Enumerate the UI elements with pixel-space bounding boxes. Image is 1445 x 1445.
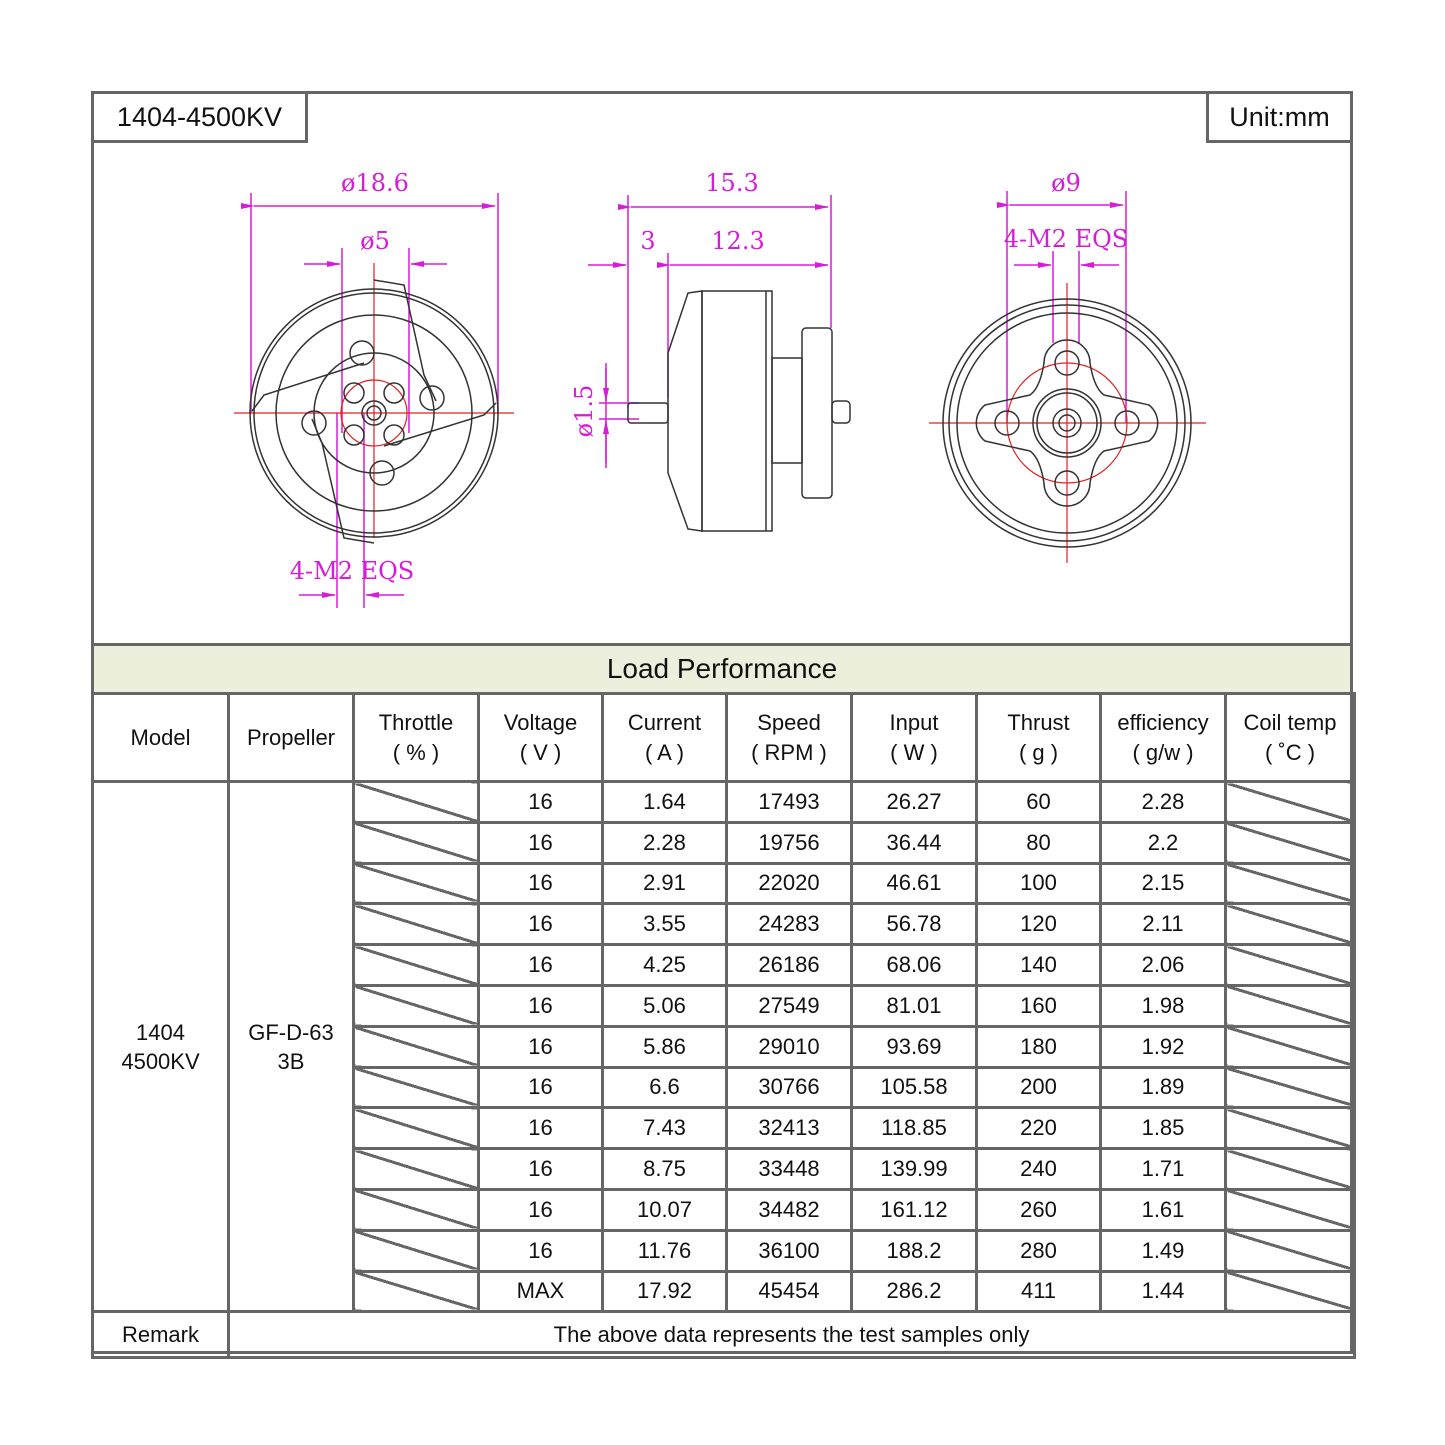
table-header-row (93, 694, 1355, 782)
coil-temp-empty-cell (1226, 863, 1355, 904)
speed-cell: 24283 (727, 904, 852, 945)
front-mount-holes: 4-M2 EQS (289, 557, 415, 585)
rear-mount-holes: 4-M2 EQS (1003, 225, 1129, 253)
current-cell: 6.6 (603, 1067, 727, 1108)
side-total-length: 15.3 (705, 169, 759, 197)
header-label: Input (889, 709, 939, 735)
efficiency-cell: 1.92 (1101, 1026, 1226, 1067)
remark-text: The above data represents the test samples only (229, 1312, 1355, 1358)
load-performance-table (91, 692, 1356, 1359)
speed-cell: 29010 (727, 1026, 852, 1067)
current-cell: 8.75 (603, 1149, 727, 1190)
input-cell: 188.2 (852, 1230, 977, 1271)
voltage-cell: 16 (479, 945, 603, 986)
coil-temp-empty-cell (1226, 1271, 1355, 1312)
header-label: Model (130, 724, 191, 750)
current-cell: 17.92 (603, 1271, 727, 1312)
model-line2: 4500KV (121, 1048, 200, 1074)
model-cell (93, 782, 229, 1312)
voltage-cell: 16 (479, 1026, 603, 1067)
voltage-cell: 16 (479, 1067, 603, 1108)
header-label: Coil temp (1243, 709, 1337, 735)
input-cell: 118.85 (852, 1108, 977, 1149)
coil-temp-empty-cell (1226, 945, 1355, 986)
efficiency-cell: 1.85 (1101, 1108, 1226, 1149)
side-shaft-length: 3 (640, 227, 656, 255)
rear-hole-spacing: ø9 (1051, 169, 1081, 197)
coil-temp-empty-cell (1226, 985, 1355, 1026)
header-label: Voltage (503, 709, 578, 735)
header-voltage (479, 694, 603, 782)
input-cell: 286.2 (852, 1271, 977, 1312)
coil-temp-empty-cell (1226, 1189, 1355, 1230)
header-thrust (977, 694, 1101, 782)
front-outer-diameter: ø18.6 (341, 169, 409, 197)
throttle-empty-cell (354, 822, 479, 863)
efficiency-cell: 2.11 (1101, 904, 1226, 945)
coil-temp-empty-cell (1226, 1149, 1355, 1190)
header-unit: ( ˚C ) (1264, 739, 1316, 765)
front-inner-diameter: ø5 (360, 227, 390, 255)
header-label: Propeller (246, 724, 336, 750)
thrust-cell: 200 (977, 1067, 1101, 1108)
speed-cell: 32413 (727, 1108, 852, 1149)
current-cell: 3.55 (603, 904, 727, 945)
speed-cell: 36100 (727, 1230, 852, 1271)
voltage-cell: 16 (479, 863, 603, 904)
current-cell: 4.25 (603, 945, 727, 986)
input-cell: 81.01 (852, 985, 977, 1026)
header-unit: ( g ) (1018, 739, 1059, 765)
propeller-cell (229, 782, 354, 1312)
thrust-cell: 411 (977, 1271, 1101, 1312)
speed-cell: 26186 (727, 945, 852, 986)
throttle-empty-cell (354, 1149, 479, 1190)
section-title-text: Load Performance (606, 653, 838, 684)
efficiency-cell: 1.49 (1101, 1230, 1226, 1271)
efficiency-cell: 2.2 (1101, 822, 1226, 863)
input-cell: 105.58 (852, 1067, 977, 1108)
voltage-cell: 16 (479, 1149, 603, 1190)
throttle-empty-cell (354, 1108, 479, 1149)
technical-drawing (94, 143, 1350, 643)
speed-cell: 27549 (727, 985, 852, 1026)
header-speed (727, 694, 852, 782)
input-cell: 161.12 (852, 1189, 977, 1230)
speed-cell: 34482 (727, 1189, 852, 1230)
speed-cell: 33448 (727, 1149, 852, 1190)
thrust-cell: 100 (977, 863, 1101, 904)
thrust-cell: 280 (977, 1230, 1101, 1271)
voltage-cell: 16 (479, 904, 603, 945)
throttle-empty-cell (354, 782, 479, 823)
efficiency-cell: 1.71 (1101, 1149, 1226, 1190)
unit-label (1206, 91, 1353, 143)
remark-label: Remark (93, 1312, 229, 1358)
throttle-empty-cell (354, 1271, 479, 1312)
throttle-empty-cell (354, 1189, 479, 1230)
header-current (603, 694, 727, 782)
propeller-line1: GF-D-63 (248, 1019, 334, 1045)
throttle-empty-cell (354, 904, 479, 945)
current-cell: 10.07 (603, 1189, 727, 1230)
thrust-cell: 260 (977, 1189, 1101, 1230)
model-title-text: 1404-4500KV (116, 101, 283, 132)
voltage-cell: MAX (479, 1271, 603, 1312)
efficiency-cell: 1.98 (1101, 985, 1226, 1026)
input-cell: 93.69 (852, 1026, 977, 1067)
front-view (234, 169, 514, 608)
speed-cell: 22020 (727, 863, 852, 904)
efficiency-cell: 1.89 (1101, 1067, 1226, 1108)
header-unit: ( W ) (890, 739, 938, 765)
coil-temp-empty-cell (1226, 1067, 1355, 1108)
coil-temp-empty-cell (1226, 904, 1355, 945)
side-shaft-diameter: ø1.5 (570, 384, 598, 438)
current-cell: 5.86 (603, 1026, 727, 1067)
input-cell: 139.99 (852, 1149, 977, 1190)
current-cell: 11.76 (603, 1230, 727, 1271)
current-cell: 2.91 (603, 863, 727, 904)
current-cell: 1.64 (603, 782, 727, 823)
header-unit: ( % ) (392, 739, 440, 765)
header-unit: ( A ) (644, 739, 685, 765)
voltage-cell: 16 (479, 822, 603, 863)
remark-row (93, 1312, 1355, 1358)
input-cell: 56.78 (852, 904, 977, 945)
model-line1: 1404 (136, 1019, 185, 1045)
section-title-load-performance (91, 643, 1353, 695)
coil-temp-empty-cell (1226, 1108, 1355, 1149)
speed-cell: 17493 (727, 782, 852, 823)
current-cell: 2.28 (603, 822, 727, 863)
speed-cell: 30766 (727, 1067, 852, 1108)
thrust-cell: 80 (977, 822, 1101, 863)
header-propeller (229, 694, 354, 782)
thrust-cell: 220 (977, 1108, 1101, 1149)
voltage-cell: 16 (479, 1189, 603, 1230)
header-unit: ( RPM ) (751, 739, 827, 765)
header-coil-temp (1226, 694, 1355, 782)
header-unit: ( g/w ) (1132, 739, 1194, 765)
unit-label-text: Unit:mm (1229, 101, 1330, 132)
thrust-cell: 140 (977, 945, 1101, 986)
voltage-cell: 16 (479, 1108, 603, 1149)
voltage-cell: 16 (479, 985, 603, 1026)
rear-view (929, 169, 1206, 563)
efficiency-cell: 1.61 (1101, 1189, 1226, 1230)
throttle-empty-cell (354, 945, 479, 986)
speed-cell: 45454 (727, 1271, 852, 1312)
speed-cell: 19756 (727, 822, 852, 863)
table-row (93, 782, 1355, 823)
current-cell: 5.06 (603, 985, 727, 1026)
voltage-cell: 16 (479, 782, 603, 823)
header-input (852, 694, 977, 782)
drawing-svg (94, 143, 1350, 643)
input-cell: 36.44 (852, 822, 977, 863)
input-cell: 68.06 (852, 945, 977, 986)
throttle-empty-cell (354, 863, 479, 904)
propeller-line2: 3B (277, 1048, 305, 1074)
throttle-empty-cell (354, 1067, 479, 1108)
thrust-cell: 120 (977, 904, 1101, 945)
header-label: efficiency (1117, 709, 1209, 735)
header-label: Throttle (378, 709, 454, 735)
header-throttle (354, 694, 479, 782)
coil-temp-empty-cell (1226, 1026, 1355, 1067)
throttle-empty-cell (354, 985, 479, 1026)
header-label: Thrust (1007, 709, 1070, 735)
model-title (91, 91, 308, 143)
header-label: Current (627, 709, 702, 735)
thrust-cell: 160 (977, 985, 1101, 1026)
thrust-cell: 180 (977, 1026, 1101, 1067)
side-body-length: 12.3 (711, 227, 765, 255)
header-efficiency (1101, 694, 1226, 782)
side-view (570, 169, 850, 531)
voltage-cell: 16 (479, 1230, 603, 1271)
header-unit: ( V ) (519, 739, 562, 765)
efficiency-cell: 2.15 (1101, 863, 1226, 904)
input-cell: 46.61 (852, 863, 977, 904)
header-model (93, 694, 229, 782)
coil-temp-empty-cell (1226, 1230, 1355, 1271)
efficiency-cell: 1.44 (1101, 1271, 1226, 1312)
coil-temp-empty-cell (1226, 822, 1355, 863)
efficiency-cell: 2.06 (1101, 945, 1226, 986)
throttle-empty-cell (354, 1230, 479, 1271)
efficiency-cell: 2.28 (1101, 782, 1226, 823)
thrust-cell: 60 (977, 782, 1101, 823)
thrust-cell: 240 (977, 1149, 1101, 1190)
throttle-empty-cell (354, 1026, 479, 1067)
current-cell: 7.43 (603, 1108, 727, 1149)
input-cell: 26.27 (852, 782, 977, 823)
header-label: Speed (757, 709, 821, 735)
coil-temp-empty-cell (1226, 782, 1355, 823)
